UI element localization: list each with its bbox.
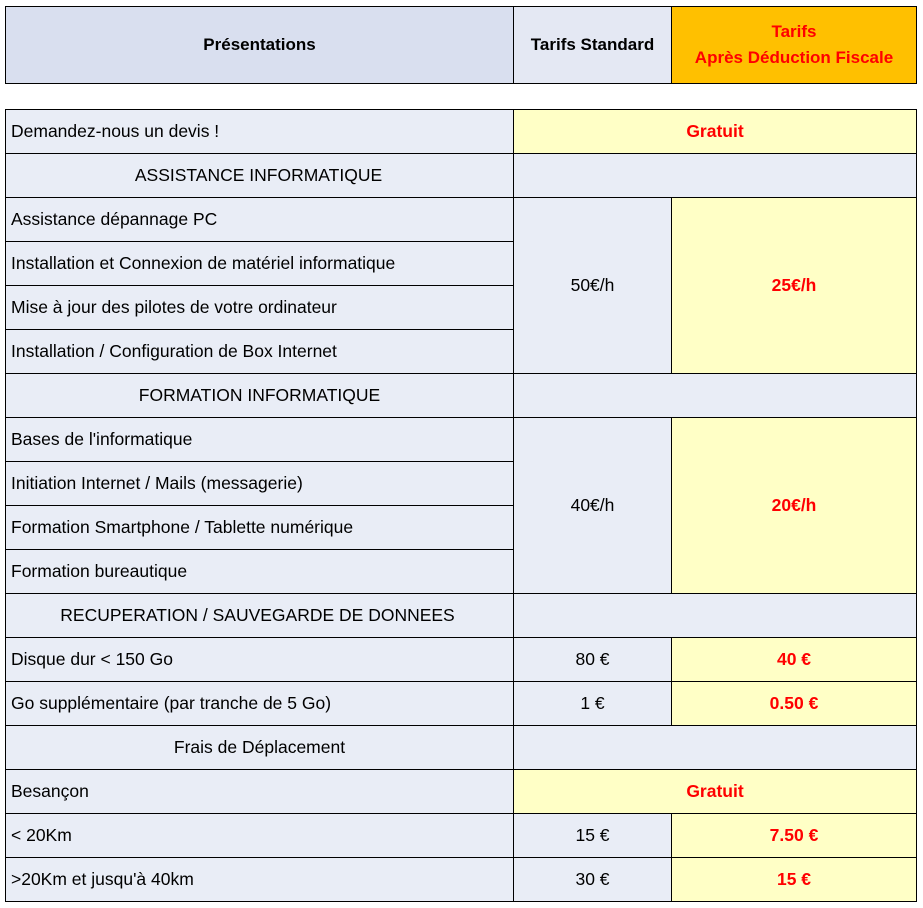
recuperation-standard-price: 1 €	[514, 682, 672, 726]
table-row	[6, 638, 917, 682]
header-tarifs-standard: Tarifs Standard	[514, 7, 672, 84]
assistance-standard-price: 50€/h	[514, 198, 672, 374]
assistance-item: Assistance dépannage PC	[6, 198, 514, 242]
devis-price: Gratuit	[514, 110, 917, 154]
section-row-formation	[6, 374, 917, 418]
section-title-deplacement	[6, 726, 514, 770]
deplacement-label: < 20Km	[6, 814, 514, 858]
section-title-formation-text: FORMATION INFORMATIQUE	[138, 385, 381, 405]
section-fill-deplacement	[514, 726, 917, 770]
section-title-assistance	[6, 154, 514, 198]
deplacement-standard-price: 30 €	[514, 858, 672, 902]
table-row	[6, 682, 917, 726]
header-tarifs-fiscal	[672, 7, 917, 84]
section-fill-formation	[514, 374, 917, 418]
recuperation-standard-price: 80 €	[514, 638, 672, 682]
section-title-deplacement-text: Frais de Déplacement	[173, 737, 346, 757]
header-tarifs-fiscal-line2: Après Déduction Fiscale	[694, 48, 894, 67]
section-row-recuperation	[6, 594, 917, 638]
table-row	[6, 198, 917, 242]
header-tarifs-fiscal-line1: Tarifs	[771, 22, 817, 41]
deplacement-fiscal-price: 7.50 €	[672, 814, 917, 858]
formation-item: Formation bureautique	[6, 550, 514, 594]
section-row-deplacement	[6, 726, 917, 770]
recuperation-label: Disque dur < 150 Go	[6, 638, 514, 682]
assistance-fiscal-price: 25€/h	[672, 198, 917, 374]
table-row	[6, 770, 917, 814]
devis-row	[6, 110, 917, 154]
price-table	[5, 109, 917, 902]
deplacement-fiscal-price: 15 €	[672, 858, 917, 902]
recuperation-fiscal-price: 0.50 €	[672, 682, 917, 726]
header-presentations: Présentations	[6, 7, 514, 84]
formation-item: Initiation Internet / Mails (messagerie)	[6, 462, 514, 506]
formation-item: Formation Smartphone / Tablette numérique	[6, 506, 514, 550]
assistance-item: Installation et Connexion de matériel informatique	[6, 242, 514, 286]
section-title-recuperation	[6, 594, 514, 638]
section-title-formation	[6, 374, 514, 418]
table-row	[6, 814, 917, 858]
table-row	[6, 858, 917, 902]
besancon-price: Gratuit	[514, 770, 917, 814]
deplacement-label: >20Km et jusqu'à 40km	[6, 858, 514, 902]
formation-item: Bases de l'informatique	[6, 418, 514, 462]
section-title-assistance-text: ASSISTANCE INFORMATIQUE	[134, 165, 383, 185]
section-row-assistance	[6, 154, 917, 198]
recuperation-label: Go supplémentaire (par tranche de 5 Go)	[6, 682, 514, 726]
section-fill-assistance	[514, 154, 917, 198]
assistance-item: Installation / Configuration de Box Internet	[6, 330, 514, 374]
deplacement-standard-price: 15 €	[514, 814, 672, 858]
table-row	[6, 418, 917, 462]
header-row	[6, 7, 917, 84]
recuperation-fiscal-price: 40 €	[672, 638, 917, 682]
section-fill-recuperation	[514, 594, 917, 638]
header-table	[5, 6, 917, 84]
besancon-label: Besançon	[6, 770, 514, 814]
formation-standard-price: 40€/h	[514, 418, 672, 594]
section-title-recuperation-text: RECUPERATION / SAUVEGARDE DE DONNEES	[60, 605, 455, 625]
assistance-item: Mise à jour des pilotes de votre ordinateur	[6, 286, 514, 330]
devis-label: Demandez-nous un devis !	[6, 110, 514, 154]
formation-fiscal-price: 20€/h	[672, 418, 917, 594]
